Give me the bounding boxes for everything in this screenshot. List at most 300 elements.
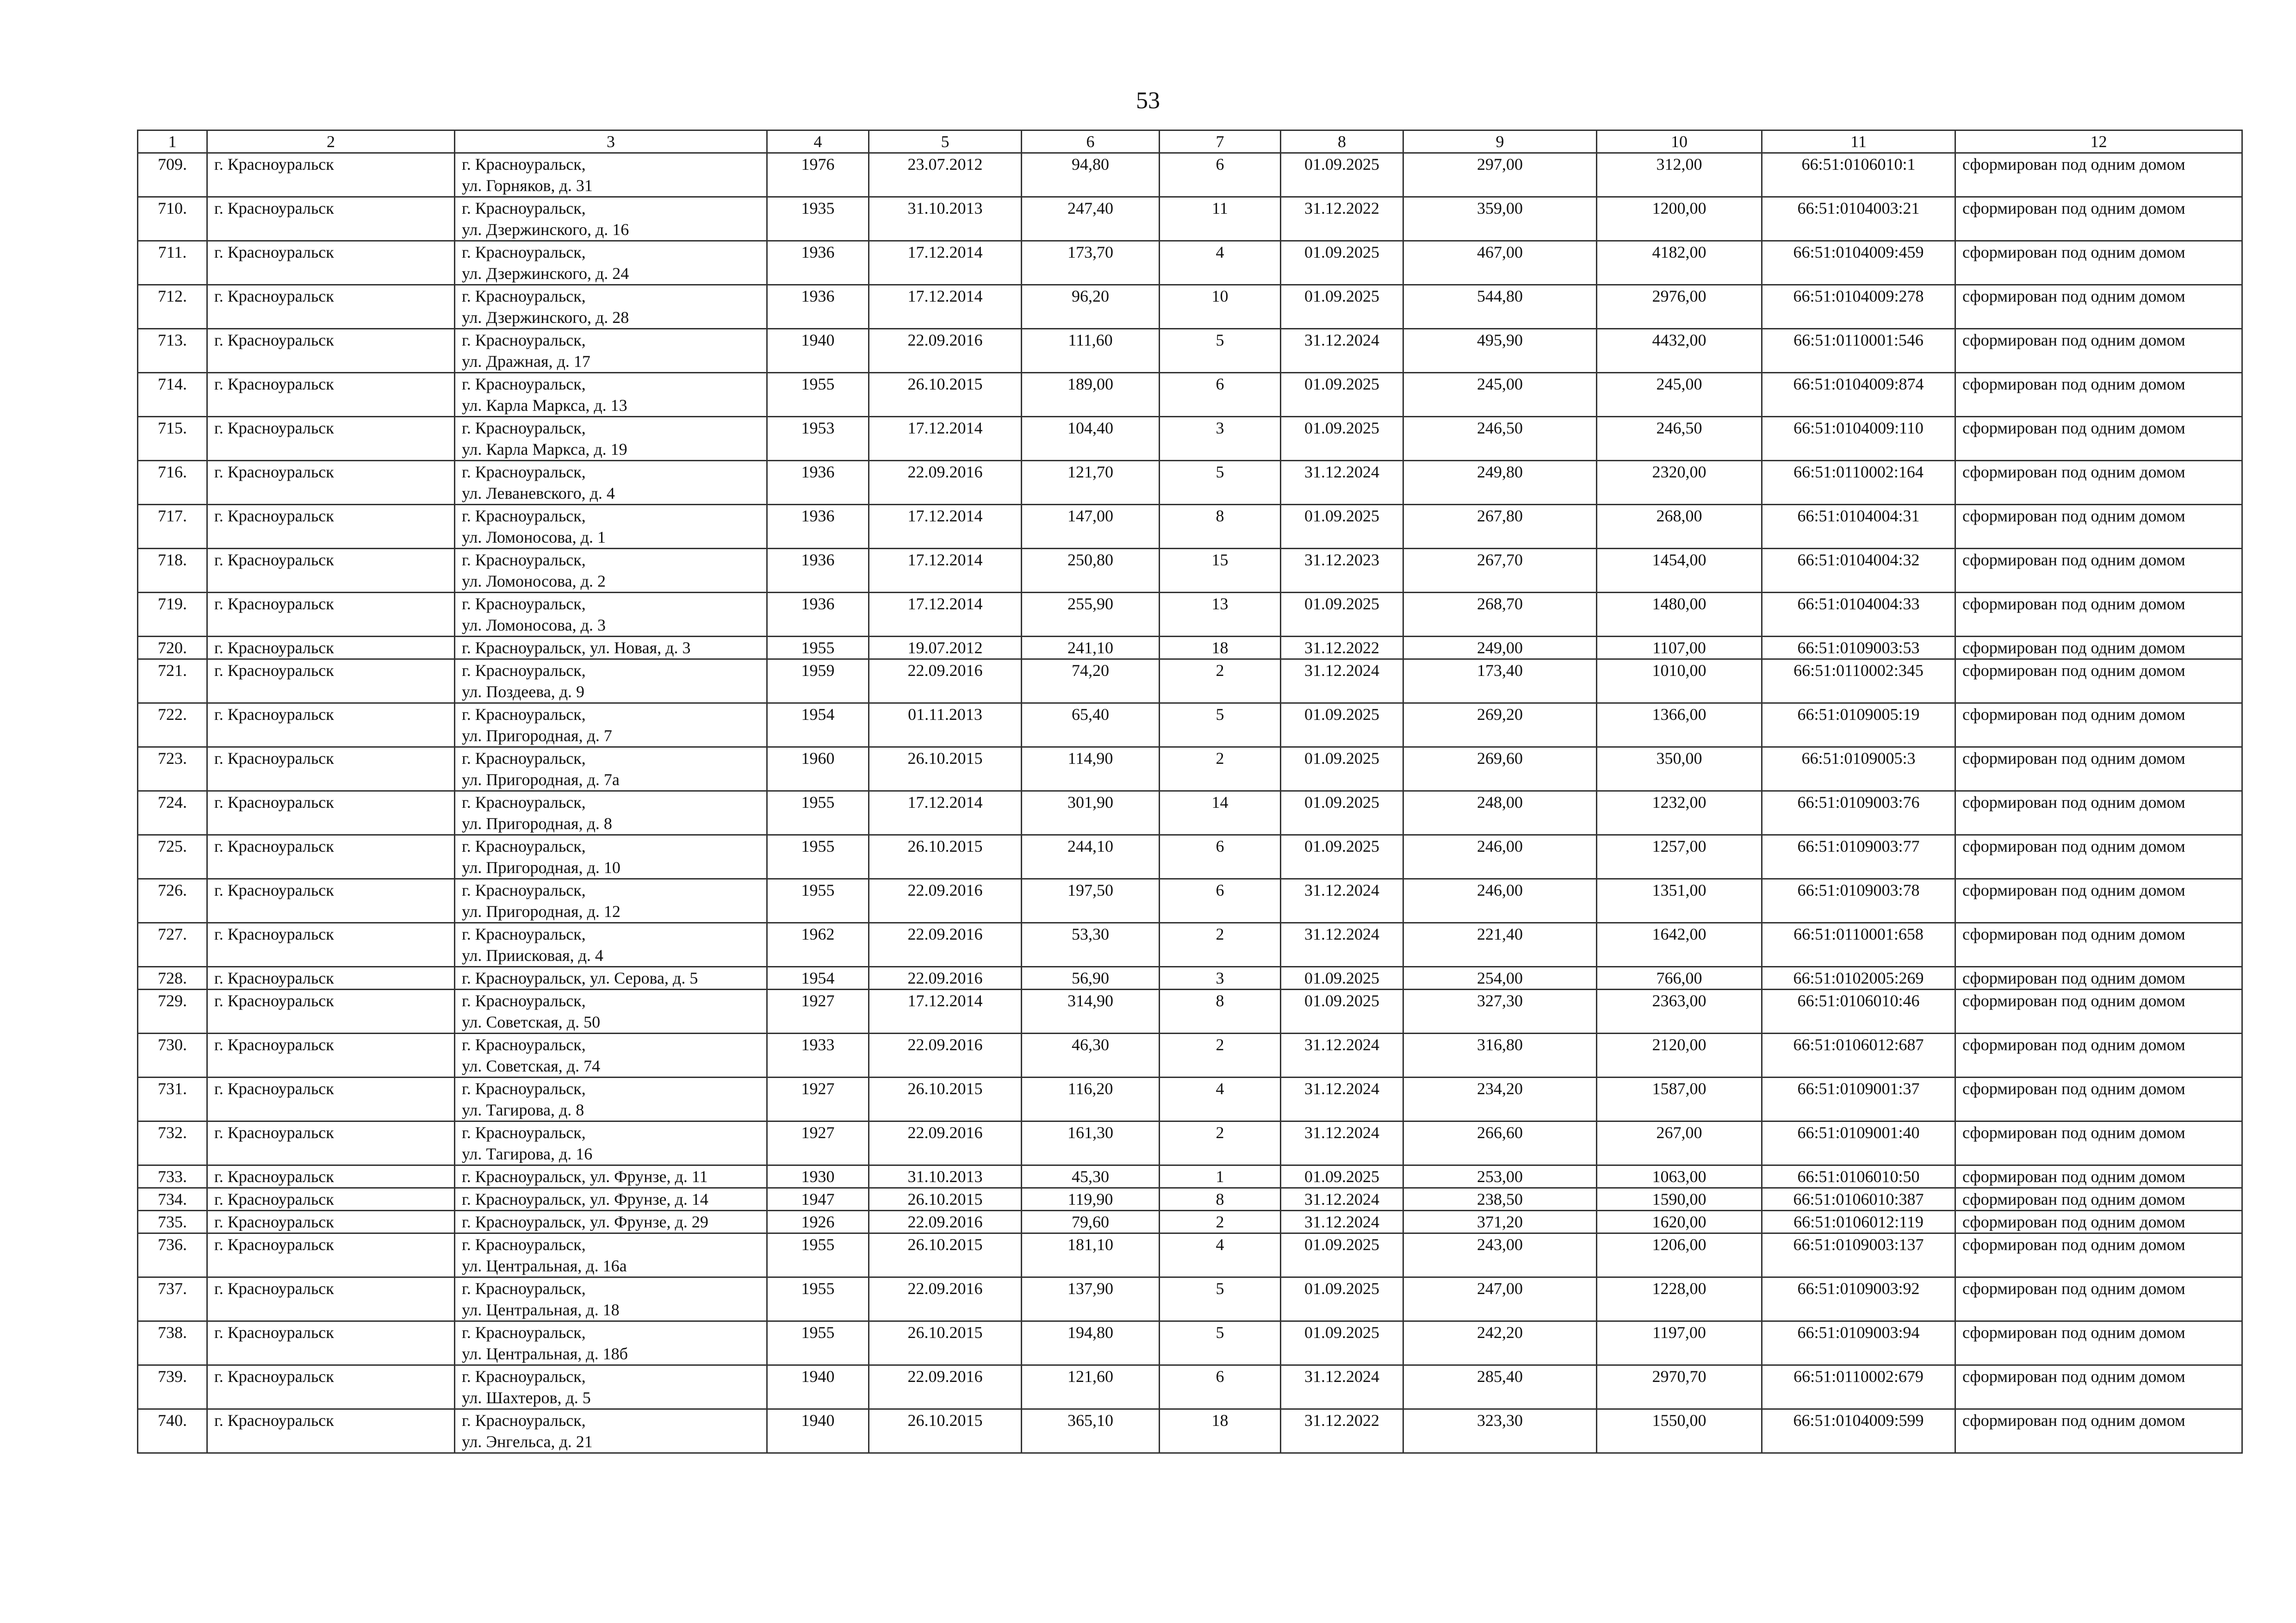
status-cell: сформирован под одним домом xyxy=(1955,505,2242,549)
column-9-cell: 269,20 xyxy=(1403,703,1597,747)
column-9-cell: 249,00 xyxy=(1403,637,1597,659)
table-row xyxy=(138,417,2242,461)
area-cell: 147,00 xyxy=(1022,505,1160,549)
status-cell: сформирован под одним домом xyxy=(1955,879,2242,923)
address-line: г. Красноуральск, xyxy=(462,1123,586,1142)
row-number-cell: 734. xyxy=(138,1188,207,1211)
locality-cell: г. Красноуральск xyxy=(207,461,455,505)
address-line: г. Красноуральск, xyxy=(462,507,586,525)
address-cell xyxy=(455,1034,767,1078)
date-cell: 26.10.2015 xyxy=(869,1188,1022,1211)
area-cell: 121,70 xyxy=(1022,461,1160,505)
deadline-cell: 01.09.2025 xyxy=(1281,241,1403,285)
date-cell: 31.10.2013 xyxy=(869,1165,1022,1188)
column-header: 11 xyxy=(1762,130,1955,153)
date-cell: 01.11.2013 xyxy=(869,703,1022,747)
count-cell: 2 xyxy=(1160,747,1281,791)
deadline-cell: 31.12.2024 xyxy=(1281,329,1403,373)
row-number-cell: 728. xyxy=(138,967,207,990)
count-cell: 13 xyxy=(1160,593,1281,637)
row-number-cell: 714. xyxy=(138,373,207,417)
address-line: ул. Центральная, д. 16а xyxy=(462,1257,627,1275)
address-cell xyxy=(455,659,767,703)
year-built-cell: 1936 xyxy=(767,241,869,285)
table-row xyxy=(138,703,2242,747)
address-line: г. Красноуральск, xyxy=(462,881,586,899)
row-number-cell: 709. xyxy=(138,153,207,197)
count-cell: 6 xyxy=(1160,879,1281,923)
cadastral-number-cell: 66:51:0104004:32 xyxy=(1762,549,1955,593)
status-cell: сформирован под одним домом xyxy=(1955,197,2242,241)
status-cell: сформирован под одним домом xyxy=(1955,549,2242,593)
area-cell: 74,20 xyxy=(1022,659,1160,703)
year-built-cell: 1927 xyxy=(767,1078,869,1121)
table-row xyxy=(138,593,2242,637)
year-built-cell: 1953 xyxy=(767,417,869,461)
address-line: г. Красноуральск, ул. Новая, д. 3 xyxy=(462,638,691,657)
column-9-cell: 359,00 xyxy=(1403,197,1597,241)
year-built-cell: 1959 xyxy=(767,659,869,703)
year-built-cell: 1933 xyxy=(767,1034,869,1078)
area-cell: 104,40 xyxy=(1022,417,1160,461)
status-cell: сформирован под одним домом xyxy=(1955,637,2242,659)
cadastral-number-cell: 66:51:0104004:33 xyxy=(1762,593,1955,637)
row-number-cell: 720. xyxy=(138,637,207,659)
area-cell: 255,90 xyxy=(1022,593,1160,637)
table-row xyxy=(138,1165,2242,1188)
count-cell: 5 xyxy=(1160,703,1281,747)
column-10-cell: 1232,00 xyxy=(1597,791,1762,835)
locality-cell: г. Красноуральск xyxy=(207,791,455,835)
status-cell: сформирован под одним домом xyxy=(1955,1188,2242,1211)
table-row xyxy=(138,241,2242,285)
address-line: г. Красноуральск, xyxy=(462,199,586,217)
deadline-cell: 01.09.2025 xyxy=(1281,1165,1403,1188)
cadastral-number-cell: 66:51:0106010:387 xyxy=(1762,1188,1955,1211)
cadastral-number-cell: 66:51:0104004:31 xyxy=(1762,505,1955,549)
address-line: ул. Карла Маркса, д. 13 xyxy=(462,396,627,415)
area-cell: 94,80 xyxy=(1022,153,1160,197)
address-line: ул. Пригородная, д. 7а xyxy=(462,770,620,789)
status-cell: сформирован под одним домом xyxy=(1955,1321,2242,1365)
address-cell xyxy=(455,967,767,990)
area-cell: 46,30 xyxy=(1022,1034,1160,1078)
column-10-cell: 4432,00 xyxy=(1597,329,1762,373)
date-cell: 19.07.2012 xyxy=(869,637,1022,659)
cadastral-number-cell: 66:51:0109003:77 xyxy=(1762,835,1955,879)
row-number-cell: 717. xyxy=(138,505,207,549)
count-cell: 6 xyxy=(1160,373,1281,417)
status-cell: сформирован под одним домом xyxy=(1955,241,2242,285)
address-line: ул. Тагирова, д. 16 xyxy=(462,1145,593,1163)
status-cell: сформирован под одним домом xyxy=(1955,1034,2242,1078)
cadastral-number-cell: 66:51:0104003:21 xyxy=(1762,197,1955,241)
address-cell xyxy=(455,637,767,659)
year-built-cell: 1955 xyxy=(767,879,869,923)
column-header: 4 xyxy=(767,130,869,153)
address-line: г. Красноуральск, xyxy=(462,661,586,680)
year-built-cell: 1955 xyxy=(767,373,869,417)
column-9-cell: 246,50 xyxy=(1403,417,1597,461)
address-cell xyxy=(455,593,767,637)
date-cell: 22.09.2016 xyxy=(869,1121,1022,1165)
column-9-cell: 327,30 xyxy=(1403,990,1597,1034)
row-number-cell: 712. xyxy=(138,285,207,329)
locality-cell: г. Красноуральск xyxy=(207,1409,455,1453)
address-line: г. Красноуральск, xyxy=(462,1367,586,1386)
row-number-cell: 736. xyxy=(138,1233,207,1277)
area-cell: 365,10 xyxy=(1022,1409,1160,1453)
column-10-cell: 245,00 xyxy=(1597,373,1762,417)
area-cell: 121,60 xyxy=(1022,1365,1160,1409)
column-9-cell: 242,20 xyxy=(1403,1321,1597,1365)
table-row xyxy=(138,967,2242,990)
locality-cell: г. Красноуральск xyxy=(207,285,455,329)
status-cell: сформирован под одним домом xyxy=(1955,1165,2242,1188)
column-10-cell: 1454,00 xyxy=(1597,549,1762,593)
area-cell: 79,60 xyxy=(1022,1211,1160,1233)
address-cell xyxy=(455,1078,767,1121)
count-cell: 8 xyxy=(1160,990,1281,1034)
address-line: г. Красноуральск, xyxy=(462,155,586,173)
count-cell: 2 xyxy=(1160,923,1281,967)
column-9-cell: 544,80 xyxy=(1403,285,1597,329)
address-line: г. Красноуральск, ул. Серова, д. 5 xyxy=(462,969,698,987)
address-line: г. Красноуральск, ул. Фрунзе, д. 11 xyxy=(462,1167,708,1186)
area-cell: 189,00 xyxy=(1022,373,1160,417)
deadline-cell: 01.09.2025 xyxy=(1281,153,1403,197)
address-cell xyxy=(455,1277,767,1321)
column-9-cell: 243,00 xyxy=(1403,1233,1597,1277)
table-row xyxy=(138,197,2242,241)
cadastral-number-cell: 66:51:0109003:94 xyxy=(1762,1321,1955,1365)
locality-cell: г. Красноуральск xyxy=(207,1365,455,1409)
date-cell: 22.09.2016 xyxy=(869,923,1022,967)
date-cell: 22.09.2016 xyxy=(869,1211,1022,1233)
address-line: г. Красноуральск, ул. Фрунзе, д. 29 xyxy=(462,1213,708,1231)
locality-cell: г. Красноуральск xyxy=(207,329,455,373)
locality-cell: г. Красноуральск xyxy=(207,967,455,990)
row-number-cell: 739. xyxy=(138,1365,207,1409)
cadastral-number-cell: 66:51:0110001:546 xyxy=(1762,329,1955,373)
area-cell: 96,20 xyxy=(1022,285,1160,329)
column-9-cell: 285,40 xyxy=(1403,1365,1597,1409)
count-cell: 2 xyxy=(1160,1211,1281,1233)
locality-cell: г. Красноуральск xyxy=(207,197,455,241)
address-line: г. Красноуральск, xyxy=(462,991,586,1010)
row-number-cell: 716. xyxy=(138,461,207,505)
row-number-cell: 740. xyxy=(138,1409,207,1453)
area-cell: 56,90 xyxy=(1022,967,1160,990)
column-9-cell: 246,00 xyxy=(1403,835,1597,879)
column-header-row xyxy=(138,130,2242,153)
column-9-cell: 267,70 xyxy=(1403,549,1597,593)
cadastral-number-cell: 66:51:0109003:78 xyxy=(1762,879,1955,923)
column-9-cell: 238,50 xyxy=(1403,1188,1597,1211)
column-9-cell: 269,60 xyxy=(1403,747,1597,791)
address-cell xyxy=(455,1233,767,1277)
deadline-cell: 01.09.2025 xyxy=(1281,835,1403,879)
locality-cell: г. Красноуральск xyxy=(207,1078,455,1121)
status-cell: сформирован под одним домом xyxy=(1955,923,2242,967)
date-cell: 23.07.2012 xyxy=(869,153,1022,197)
address-line: ул. Шахтеров, д. 5 xyxy=(462,1388,591,1407)
status-cell: сформирован под одним домом xyxy=(1955,1233,2242,1277)
table-body xyxy=(138,130,2242,1453)
table-row xyxy=(138,990,2242,1034)
row-number-cell: 726. xyxy=(138,879,207,923)
address-cell xyxy=(455,417,767,461)
date-cell: 26.10.2015 xyxy=(869,1233,1022,1277)
cadastral-number-cell: 66:51:0104009:599 xyxy=(1762,1409,1955,1453)
column-10-cell: 2970,70 xyxy=(1597,1365,1762,1409)
cadastral-number-cell: 66:51:0109003:92 xyxy=(1762,1277,1955,1321)
count-cell: 2 xyxy=(1160,659,1281,703)
deadline-cell: 01.09.2025 xyxy=(1281,505,1403,549)
column-9-cell: 371,20 xyxy=(1403,1211,1597,1233)
deadline-cell: 31.12.2024 xyxy=(1281,1078,1403,1121)
year-built-cell: 1930 xyxy=(767,1165,869,1188)
cadastral-number-cell: 66:51:0102005:269 xyxy=(1762,967,1955,990)
column-header: 12 xyxy=(1955,130,2242,153)
address-cell xyxy=(455,1165,767,1188)
address-line: ул. Центральная, д. 18 xyxy=(462,1301,620,1319)
column-10-cell: 350,00 xyxy=(1597,747,1762,791)
address-line: ул. Советская, д. 74 xyxy=(462,1057,601,1075)
row-number-cell: 738. xyxy=(138,1321,207,1365)
column-10-cell: 1642,00 xyxy=(1597,923,1762,967)
cadastral-number-cell: 66:51:0106012:119 xyxy=(1762,1211,1955,1233)
cadastral-number-cell: 66:51:0109005:3 xyxy=(1762,747,1955,791)
count-cell: 3 xyxy=(1160,417,1281,461)
cadastral-number-cell: 66:51:0106010:50 xyxy=(1762,1165,1955,1188)
locality-cell: г. Красноуральск xyxy=(207,1233,455,1277)
address-line: г. Красноуральск, xyxy=(462,793,586,812)
area-cell: 116,20 xyxy=(1022,1078,1160,1121)
table-row xyxy=(138,505,2242,549)
year-built-cell: 1955 xyxy=(767,835,869,879)
area-cell: 173,70 xyxy=(1022,241,1160,285)
column-10-cell: 1550,00 xyxy=(1597,1409,1762,1453)
column-header: 1 xyxy=(138,130,207,153)
cadastral-number-cell: 66:51:0110001:658 xyxy=(1762,923,1955,967)
date-cell: 26.10.2015 xyxy=(869,1078,1022,1121)
status-cell: сформирован под одним домом xyxy=(1955,659,2242,703)
address-cell xyxy=(455,1211,767,1233)
area-cell: 197,50 xyxy=(1022,879,1160,923)
column-9-cell: 254,00 xyxy=(1403,967,1597,990)
column-10-cell: 1480,00 xyxy=(1597,593,1762,637)
count-cell: 10 xyxy=(1160,285,1281,329)
locality-cell: г. Красноуральск xyxy=(207,1188,455,1211)
count-cell: 18 xyxy=(1160,1409,1281,1453)
date-cell: 22.09.2016 xyxy=(869,329,1022,373)
cadastral-number-cell: 66:51:0109005:19 xyxy=(1762,703,1955,747)
row-number-cell: 732. xyxy=(138,1121,207,1165)
address-cell xyxy=(455,1321,767,1365)
table-row xyxy=(138,153,2242,197)
locality-cell: г. Красноуральск xyxy=(207,241,455,285)
year-built-cell: 1940 xyxy=(767,1365,869,1409)
address-line: г. Красноуральск, xyxy=(462,837,586,855)
status-cell: сформирован под одним домом xyxy=(1955,1409,2242,1453)
count-cell: 11 xyxy=(1160,197,1281,241)
year-built-cell: 1954 xyxy=(767,967,869,990)
column-10-cell: 312,00 xyxy=(1597,153,1762,197)
date-cell: 17.12.2014 xyxy=(869,791,1022,835)
deadline-cell: 01.09.2025 xyxy=(1281,747,1403,791)
column-header: 9 xyxy=(1403,130,1597,153)
deadline-cell: 01.09.2025 xyxy=(1281,791,1403,835)
table-row xyxy=(138,923,2242,967)
deadline-cell: 31.12.2024 xyxy=(1281,659,1403,703)
column-10-cell: 1197,00 xyxy=(1597,1321,1762,1365)
locality-cell: г. Красноуральск xyxy=(207,1211,455,1233)
status-cell: сформирован под одним домом xyxy=(1955,703,2242,747)
status-cell: сформирован под одним домом xyxy=(1955,1211,2242,1233)
table-row xyxy=(138,659,2242,703)
cadastral-number-cell: 66:51:0104009:278 xyxy=(1762,285,1955,329)
area-cell: 181,10 xyxy=(1022,1233,1160,1277)
address-line: г. Красноуральск, xyxy=(462,419,586,437)
year-built-cell: 1976 xyxy=(767,153,869,197)
area-cell: 114,90 xyxy=(1022,747,1160,791)
column-10-cell: 1228,00 xyxy=(1597,1277,1762,1321)
address-line: ул. Дзержинского, д. 24 xyxy=(462,264,629,283)
address-line: ул. Приисковая, д. 4 xyxy=(462,946,603,965)
area-cell: 111,60 xyxy=(1022,329,1160,373)
column-10-cell: 268,00 xyxy=(1597,505,1762,549)
column-header: 10 xyxy=(1597,130,1762,153)
address-line: г. Красноуральск, xyxy=(462,1323,586,1342)
table-row xyxy=(138,1365,2242,1409)
area-cell: 161,30 xyxy=(1022,1121,1160,1165)
address-cell xyxy=(455,1121,767,1165)
column-9-cell: 245,00 xyxy=(1403,373,1597,417)
row-number-cell: 731. xyxy=(138,1078,207,1121)
area-cell: 301,90 xyxy=(1022,791,1160,835)
count-cell: 5 xyxy=(1160,329,1281,373)
status-cell: сформирован под одним домом xyxy=(1955,1121,2242,1165)
address-cell xyxy=(455,1365,767,1409)
year-built-cell: 1955 xyxy=(767,791,869,835)
locality-cell: г. Красноуральск xyxy=(207,417,455,461)
column-9-cell: 297,00 xyxy=(1403,153,1597,197)
column-10-cell: 1200,00 xyxy=(1597,197,1762,241)
address-line: ул. Ломоносова, д. 1 xyxy=(462,528,606,546)
count-cell: 4 xyxy=(1160,1078,1281,1121)
date-cell: 31.10.2013 xyxy=(869,197,1022,241)
deadline-cell: 01.09.2025 xyxy=(1281,373,1403,417)
table-row xyxy=(138,1321,2242,1365)
cadastral-number-cell: 66:51:0104009:874 xyxy=(1762,373,1955,417)
status-cell: сформирован под одним домом xyxy=(1955,153,2242,197)
date-cell: 22.09.2016 xyxy=(869,1034,1022,1078)
deadline-cell: 31.12.2024 xyxy=(1281,879,1403,923)
year-built-cell: 1927 xyxy=(767,1121,869,1165)
year-built-cell: 1947 xyxy=(767,1188,869,1211)
area-cell: 241,10 xyxy=(1022,637,1160,659)
address-line: г. Красноуральск, xyxy=(462,1411,586,1430)
address-line: г. Красноуральск, xyxy=(462,287,586,305)
address-cell xyxy=(455,241,767,285)
date-cell: 22.09.2016 xyxy=(869,879,1022,923)
area-cell: 119,90 xyxy=(1022,1188,1160,1211)
locality-cell: г. Красноуральск xyxy=(207,1321,455,1365)
year-built-cell: 1936 xyxy=(767,461,869,505)
status-cell: сформирован под одним домом xyxy=(1955,1365,2242,1409)
address-line: ул. Дражная, д. 17 xyxy=(462,352,590,371)
count-cell: 5 xyxy=(1160,461,1281,505)
row-number-cell: 713. xyxy=(138,329,207,373)
cadastral-number-cell: 66:51:0109003:137 xyxy=(1762,1233,1955,1277)
count-cell: 6 xyxy=(1160,1365,1281,1409)
deadline-cell: 31.12.2022 xyxy=(1281,637,1403,659)
address-line: ул. Карла Маркса, д. 19 xyxy=(462,440,627,458)
address-line: ул. Тагирова, д. 8 xyxy=(462,1101,584,1119)
table-row xyxy=(138,1233,2242,1277)
column-10-cell: 2120,00 xyxy=(1597,1034,1762,1078)
status-cell: сформирован под одним домом xyxy=(1955,461,2242,505)
column-9-cell: 266,60 xyxy=(1403,1121,1597,1165)
locality-cell: г. Красноуральск xyxy=(207,1034,455,1078)
column-9-cell: 268,70 xyxy=(1403,593,1597,637)
column-10-cell: 2320,00 xyxy=(1597,461,1762,505)
year-built-cell: 1936 xyxy=(767,549,869,593)
row-number-cell: 718. xyxy=(138,549,207,593)
cadastral-number-cell: 66:51:0104009:459 xyxy=(1762,241,1955,285)
row-number-cell: 725. xyxy=(138,835,207,879)
locality-cell: г. Красноуральск xyxy=(207,879,455,923)
date-cell: 17.12.2014 xyxy=(869,241,1022,285)
count-cell: 5 xyxy=(1160,1321,1281,1365)
address-line: ул. Центральная, д. 18б xyxy=(462,1344,628,1363)
address-line: г. Красноуральск, xyxy=(462,595,586,613)
locality-cell: г. Красноуральск xyxy=(207,153,455,197)
locality-cell: г. Красноуральск xyxy=(207,990,455,1034)
column-header: 2 xyxy=(207,130,455,153)
count-cell: 8 xyxy=(1160,1188,1281,1211)
address-line: ул. Энгельса, д. 21 xyxy=(462,1432,593,1451)
address-line: ул. Пригородная, д. 10 xyxy=(462,858,621,877)
locality-cell: г. Красноуральск xyxy=(207,747,455,791)
address-cell xyxy=(455,1409,767,1453)
table-row xyxy=(138,461,2242,505)
date-cell: 17.12.2014 xyxy=(869,549,1022,593)
row-number-cell: 733. xyxy=(138,1165,207,1188)
cadastral-number-cell: 66:51:0109003:76 xyxy=(1762,791,1955,835)
status-cell: сформирован под одним домом xyxy=(1955,417,2242,461)
count-cell: 3 xyxy=(1160,967,1281,990)
column-10-cell: 1590,00 xyxy=(1597,1188,1762,1211)
status-cell: сформирован под одним домом xyxy=(1955,747,2242,791)
address-line: г. Красноуральск, xyxy=(462,1235,586,1254)
count-cell: 5 xyxy=(1160,1277,1281,1321)
deadline-cell: 01.09.2025 xyxy=(1281,1321,1403,1365)
column-header: 8 xyxy=(1281,130,1403,153)
column-9-cell: 253,00 xyxy=(1403,1165,1597,1188)
address-cell xyxy=(455,990,767,1034)
deadline-cell: 31.12.2024 xyxy=(1281,1188,1403,1211)
address-cell xyxy=(455,923,767,967)
cadastral-number-cell: 66:51:0109001:40 xyxy=(1762,1121,1955,1165)
deadline-cell: 31.12.2022 xyxy=(1281,197,1403,241)
date-cell: 22.09.2016 xyxy=(869,1277,1022,1321)
column-10-cell: 1010,00 xyxy=(1597,659,1762,703)
year-built-cell: 1962 xyxy=(767,923,869,967)
row-number-cell: 721. xyxy=(138,659,207,703)
row-number-cell: 719. xyxy=(138,593,207,637)
